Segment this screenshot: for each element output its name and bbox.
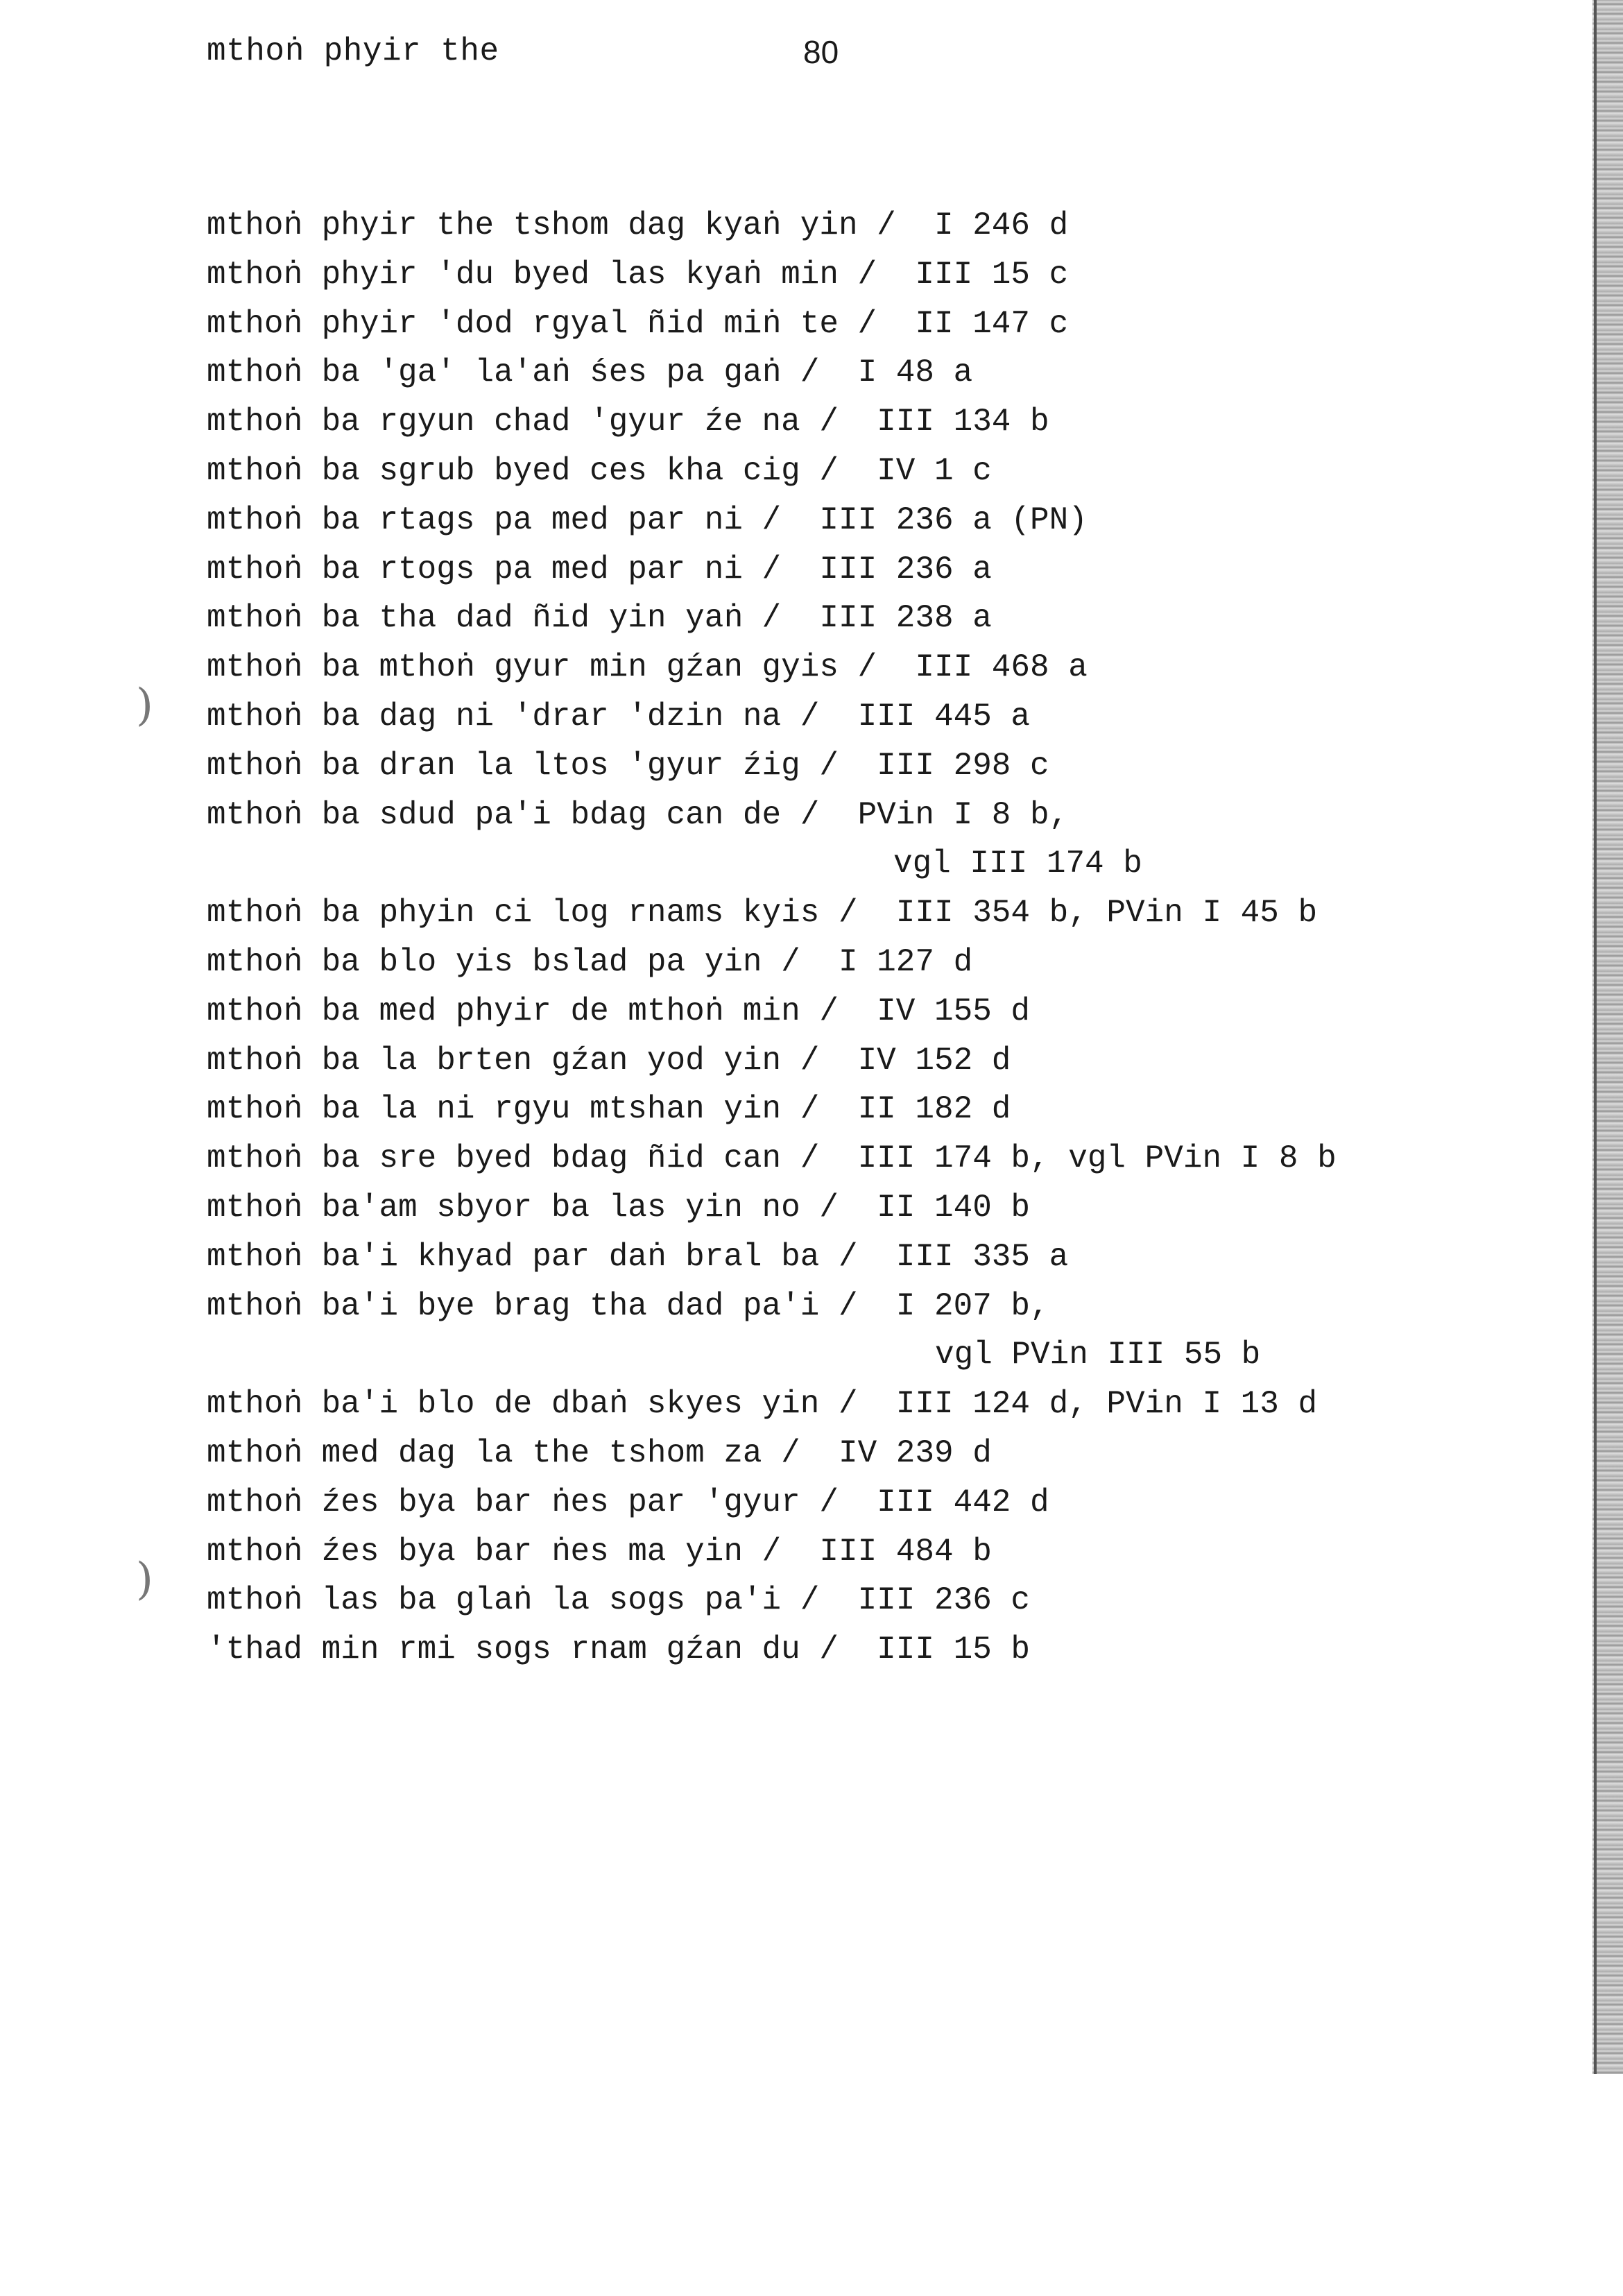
list-item: [207, 742, 1441, 791]
verse-reference: III 238 a: [819, 600, 992, 637]
verse-reference: I 246 d: [934, 207, 1069, 243]
verse-reference: III 335 a: [895, 1238, 1069, 1275]
verse-reference: III 484 b: [819, 1533, 992, 1570]
binding-hole-mark: ): [136, 680, 153, 731]
verse-text: mthoṅ źes bya bar ṅes ma yin /: [207, 1533, 782, 1570]
verse-text: mthoṅ ba sdud pa'i bdag can de /: [207, 796, 820, 833]
verse-reference: II 182 d: [857, 1091, 1011, 1128]
list-item: [207, 300, 1441, 349]
verse-text: mthoṅ ba rtags pa med par ni /: [207, 502, 782, 538]
verse-text: mthoṅ ba phyin ci log rnams kyis /: [207, 895, 858, 932]
page-number: 80: [803, 34, 839, 70]
verse-text: mthoṅ ba dran la ltos 'gyur źig /: [207, 747, 839, 784]
verse-text: mthoṅ phyir the tshom dag kyaṅ yin /: [207, 207, 896, 243]
list-item: [207, 397, 1441, 447]
verse-reference: I 207 b,: [895, 1287, 1049, 1324]
verse-reference: III 298 c: [877, 747, 1049, 784]
list-item: [207, 594, 1441, 643]
verse-reference: I 127 d: [838, 943, 973, 980]
list-item: [207, 496, 1441, 545]
list-item: [207, 1527, 1441, 1577]
verse-reference: PVin I 8 b,: [857, 796, 1069, 833]
list-item: [207, 1429, 1441, 1478]
verse-reference: III 236 c: [857, 1582, 1031, 1619]
verse-text: mthoṅ ba 'ga' la'aṅ śes pa gaṅ /: [207, 354, 820, 391]
verse-text: mthoṅ ba sre byed bdag ñid can /: [207, 1140, 820, 1177]
reference-continuation: [207, 1330, 1441, 1380]
verse-reference: III 236 a (PN): [819, 502, 1088, 538]
list-item: [207, 938, 1441, 987]
list-item: [207, 1036, 1441, 1086]
verse-text: mthoṅ ba rtogs pa med par ni /: [207, 551, 782, 588]
verse-text: mthoṅ ba'i bye brag tha dad pa'i /: [207, 1287, 858, 1324]
verse-text: mthoṅ ba rgyun chad 'gyur źe na /: [207, 404, 839, 440]
list-item: [207, 201, 1441, 250]
verse-reference: III 445 a: [857, 698, 1031, 735]
verse-reference: III 468 a: [915, 649, 1088, 686]
list-item: [207, 250, 1441, 300]
list-item: [207, 447, 1441, 496]
verse-text: mthoṅ las ba glaṅ la sogs pa'i /: [207, 1582, 820, 1619]
list-item: [207, 987, 1441, 1036]
list-item: [207, 1625, 1441, 1674]
scan-edge-shadow: [1592, 0, 1623, 2074]
list-item: [207, 1134, 1441, 1183]
verse-text: mthoṅ med dag la the tshom za /: [207, 1434, 800, 1471]
verse-text: mthoṅ ba mthoṅ gyur min gźan gyis /: [207, 649, 877, 686]
binding-hole-mark: ): [136, 1554, 153, 1605]
verse-text: mthoṅ ba'am sbyor ba las yin no /: [207, 1189, 839, 1226]
verse-reference: III 174 b, vgl PVin I 8 b: [857, 1140, 1337, 1177]
verse-reference: III 15 c: [915, 256, 1069, 293]
verse-text: 'thad min rmi sogs rnam gźan du /: [207, 1631, 839, 1668]
verse-text: mthoṅ ba la ni rgyu mtshan yin /: [207, 1091, 820, 1128]
verse-reference: vgl III 174 b: [893, 846, 1142, 882]
list-item: [207, 1233, 1441, 1282]
verse-text: mthoṅ ba sgrub byed ces kha cig /: [207, 452, 839, 489]
verse-reference: III 442 d: [877, 1484, 1049, 1520]
list-item: [207, 1576, 1441, 1625]
verse-reference: III 354 b, PVin I 45 b: [895, 895, 1318, 932]
verse-reference: IV 155 d: [877, 993, 1031, 1029]
verse-reference: IV 1 c: [877, 452, 992, 489]
verse-text: mthoṅ ba'i blo de dbaṅ skyes yin /: [207, 1386, 858, 1423]
list-item: [207, 1478, 1441, 1527]
verse-text: mthoṅ ba dag ni 'drar 'dzin na /: [207, 698, 820, 735]
verse-text: mthoṅ ba blo yis bslad pa yin /: [207, 943, 800, 980]
verse-reference: II 147 c: [915, 305, 1069, 342]
verse-reference: IV 239 d: [838, 1434, 992, 1471]
verse-text: mthoṅ ba'i khyad par daṅ bral ba /: [207, 1238, 858, 1275]
list-item: [207, 889, 1441, 938]
verse-text: mthoṅ phyir 'du byed las kyaṅ min /: [207, 256, 877, 293]
reference-continuation: [207, 839, 1441, 889]
scan-edge-line: [1594, 0, 1597, 2074]
entry-list: [207, 201, 1441, 1674]
running-head: mthoṅ phyir the: [207, 33, 499, 69]
list-item: [207, 791, 1441, 840]
verse-reference: III 134 b: [877, 404, 1049, 440]
list-item: [207, 692, 1441, 742]
verse-text: mthoṅ ba la brten gźan yod yin /: [207, 1042, 820, 1079]
verse-reference: vgl PVin III 55 b: [935, 1337, 1261, 1373]
verse-text: mthoṅ phyir 'dod rgyal ñid miṅ te /: [207, 305, 877, 342]
list-item: [207, 1380, 1441, 1429]
list-item: [207, 545, 1441, 594]
list-item: [207, 1282, 1441, 1331]
list-item: [207, 1085, 1441, 1134]
list-item: [207, 348, 1441, 397]
verse-reference: II 140 b: [877, 1189, 1031, 1226]
verse-reference: III 236 a: [819, 551, 992, 588]
verse-text: mthoṅ ba med phyir de mthoṅ min /: [207, 993, 839, 1029]
verse-text: mthoṅ ba tha dad ñid yin yaṅ /: [207, 600, 782, 637]
verse-reference: III 124 d, PVin I 13 d: [895, 1386, 1318, 1423]
list-item: [207, 643, 1441, 692]
verse-reference: III 15 b: [877, 1631, 1031, 1668]
verse-text: mthoṅ źes bya bar ṅes par 'gyur /: [207, 1484, 839, 1520]
verse-reference: I 48 a: [857, 354, 973, 391]
verse-reference: IV 152 d: [857, 1042, 1011, 1079]
list-item: [207, 1183, 1441, 1233]
